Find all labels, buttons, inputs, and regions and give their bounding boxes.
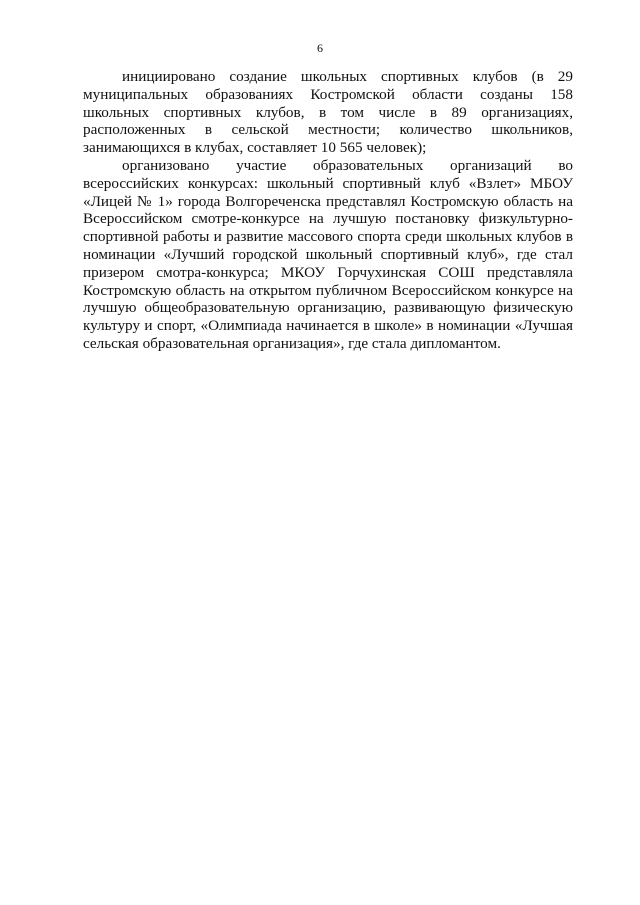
page-number: 6 xyxy=(317,41,323,55)
document-body xyxy=(83,68,573,353)
paragraph-school-sports-clubs: инициировано создание школьных спортивных клубов (в 29 муниципальных образованиях Костромской области созданы 158 школьных спортивных клубов, в том числе в 89 организациях, расположенных в сельской местности; количество школьников, занимающихся в клубах, составляет 10 565 человек); xyxy=(83,68,573,157)
paragraph-competitions-participation: организовано участие образовательных организаций во всероссийских конкурсах: школьный спортивный клуб «Взлет» МБОУ «Лицей № 1» города Волгореченска представлял Костромскую область на Всероссийском смотре-конкурсе на лучшую постановку физкультурно-спортивной работы и развитие массового спорта среди школьных клубов в номинации «Лучший городской школьный спортивный клуб», где стал призером смотра-конкурса; МКОУ Горчухинская СОШ представляла Костромскую область на открытом публичном Всероссийском конкурсе на лучшую общеобразовательную организацию, развивающую физическую культуру и спорт, «Олимпиада начинается в школе» в номинации «Лучшая сельская образовательная организация», где стала дипломантом. xyxy=(83,156,573,352)
